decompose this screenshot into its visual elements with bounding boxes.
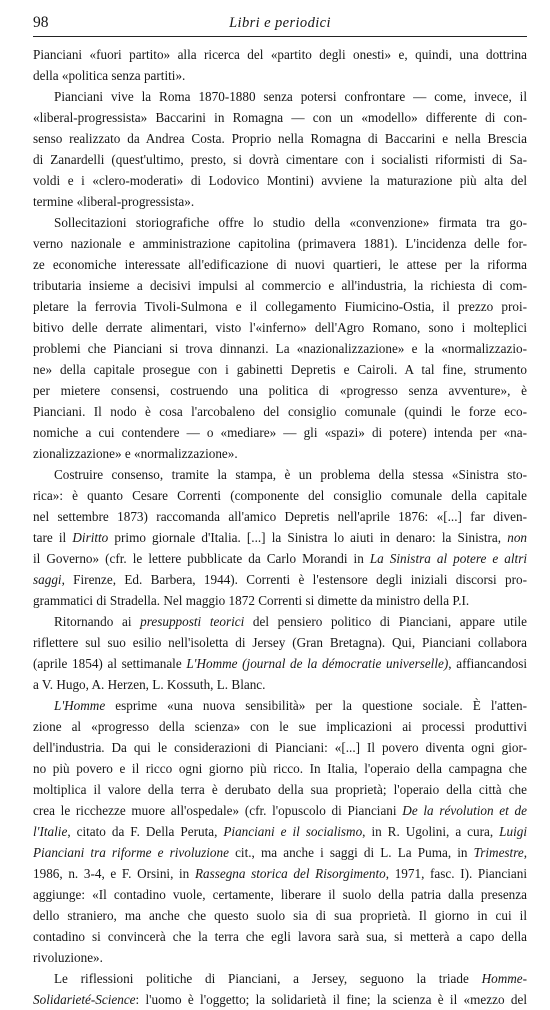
text-line: saggi, Firenze, Ed. Barbera, 1944). Correnti è l'estensore degli iniziali discorsi pro- — [33, 572, 527, 587]
text-line: rica»: è quanto Cesare Correnti (componente del consiglio comunale della capitale — [33, 488, 527, 503]
running-title: Libri e periodici — [229, 15, 331, 31]
text-line: l'Italie, citato da F. Della Peruta, Pianciani e il socialismo, in R. Ugolini, a cura, Luigi — [33, 824, 527, 839]
text-line: senso realizzato da Andrea Costa. Proprio nella Romagna di Baccarini e nella Brescia — [33, 131, 527, 146]
text-line: tare il Diritto primo giornale d'Italia. [...] la Sinistra lo aiuti in denaro: la Sinistra, non — [33, 530, 527, 545]
text-line: no più povero e il ricco ogni giorno più ricco. In Italia, l'operaio della campagna che — [33, 761, 527, 776]
text-line: Sollecitazioni storiografiche offre lo studio della «convenzione» firmata tra go- — [54, 215, 527, 230]
page-header — [33, 14, 527, 37]
text-line: zione al «progresso della scienza» con le sue implicazioni ai processi produttivi — [33, 719, 527, 734]
text-line: termine «liberal-progressista». — [33, 194, 195, 209]
text-line: Ritornando ai presupposti teorici del pensiero politico di Pianciani, appare utile — [54, 614, 527, 629]
text-line: (aprile 1854) al settimanale L'Homme (journal de la démocratie universelle), affiancandosi — [33, 656, 527, 671]
text-line: nel settembre 1873) raccomanda all'amico Depretis nell'aprile 1876: «[...] far diven- — [33, 509, 527, 524]
text-line: verno nazionale e amministrazione capitolina (primavera 1881). L'incidenza delle for- — [33, 236, 527, 251]
text-line: problemi che Pianciani si trova dinnanzi. La «nazionalizzazione» e la «normalizzazio- — [33, 341, 527, 356]
text-line: bitivo delle derrate alimentari, visto l'«inferno» dell'Agro Romano, sono i molteplici — [33, 320, 527, 335]
text-line: aggiunge: «Il contadino vuole, certamente, liberare il suolo della patria dalla presenza — [33, 887, 527, 902]
text-line: a V. Hugo, A. Herzen, L. Kossuth, L. Blanc. — [33, 677, 266, 692]
text-line: riflettere sul suo esilio nell'isoletta di Jersey (Gran Bretagna). Qui, Pianciani collabora — [33, 635, 527, 650]
text-line: Pianciani tra riforme e rivoluzione cit., ma anche i saggi di L. La Puma, in Trimestre, — [33, 845, 527, 860]
text-line: ne» della capitale prosegue con i gabinetti Depretis e Cairoli. A tal fine, strumento — [33, 362, 527, 377]
text-line: grammatici di Stradella. Nel maggio 1872 Correnti si dimette da ministro della P.I. — [33, 593, 470, 608]
text-line: ze economiche interessate all'edificazione di nuovi quartieri, le attese per la riforma — [33, 257, 527, 272]
text-line: Le riflessioni politiche di Pianciani, a Jersey, seguono la triade Homme- — [54, 971, 527, 986]
text-line: Costruire consenso, tramite la stampa, è un problema della stessa «Sinistra sto- — [54, 467, 527, 482]
text-line: di Zanardelli (quest'ultimo, presto, si dovrà cimentare con i socialisti riformisti di Sa- — [33, 152, 527, 167]
text-line: zionalizzazione» e «normalizzazione». — [33, 446, 238, 461]
text-line: dell'industria. Da qui le considerazioni di Pianciani: «[...] Il povero diventa ogni gior- — [33, 740, 527, 755]
text-line: rivoluzione». — [33, 950, 103, 965]
text-line: Pianciani vive la Roma 1870-1880 senza potersi confrontare — come, invece, il — [54, 89, 527, 104]
page-number: 98 — [33, 14, 49, 31]
text-line: 1986, n. 3-4, e F. Orsini, in Rassegna storica del Risorgimento, 1971, fasc. I). Pianciani — [33, 866, 527, 881]
text-line: «liberal-progressista» Baccarini in Romagna — con un «modello» differente di con- — [33, 110, 527, 125]
text-line: moltiplica il valore della terra è derubato della sua proprietà; l'operaio della città che — [33, 782, 527, 797]
text-line: L'Homme esprime «una nuova sensibilità» per la questione sociale. È l'atten- — [54, 698, 527, 713]
text-line: dello straniero, ma anche che questo suolo sia di sua proprietà. Il giorno in cui il — [33, 908, 527, 923]
text-line: tributaria insieme a decisivi impulsi al commercio e all'industria, la richiesta di com- — [33, 278, 527, 293]
text-line: per mietere consensi, costruendo una politica di «progresso senza avventure», è — [33, 383, 527, 398]
text-line: Solidarieté-Science: l'uomo è l'oggetto; la solidarietà il fine; la scienza è il «mezzo del — [33, 992, 527, 1007]
text-line: il Governo» (cfr. le lettere pubblicate da Carlo Morandi in La Sinistra al potere e altri — [33, 551, 527, 566]
text-line: crea le ricchezze muore all'ospedale» (cfr. l'opuscolo di Pianciani De la révolution et de — [33, 803, 527, 818]
text-line: Pianciani «fuori partito» alla ricerca del «partito degli onesti» e, quindi, una dottrina — [33, 47, 527, 62]
text-line: pletare la ferrovia Tivoli-Sulmona e il collegamento Fiumicino-Ostia, il prezzo proi- — [33, 299, 527, 314]
text-line: della «politica senza partiti». — [33, 68, 186, 83]
body-text — [33, 44, 527, 1010]
text-line: voldi e i «clero-moderati» di Lodovico Montini) avviene la maturazione più alta del — [33, 173, 527, 188]
text-line: Pianciani. Il nodo è cosa l'arcobaleno del consiglio comunale (quindi le forze eco- — [33, 404, 527, 419]
text-line: nomiche a cui contendere — o «mediare» — gli «spazi» di potere) intenda per «na- — [33, 425, 527, 440]
text-line: contadino si convincerà che la terra che egli lavora sarà sua, si metterà a capo della — [33, 929, 527, 944]
